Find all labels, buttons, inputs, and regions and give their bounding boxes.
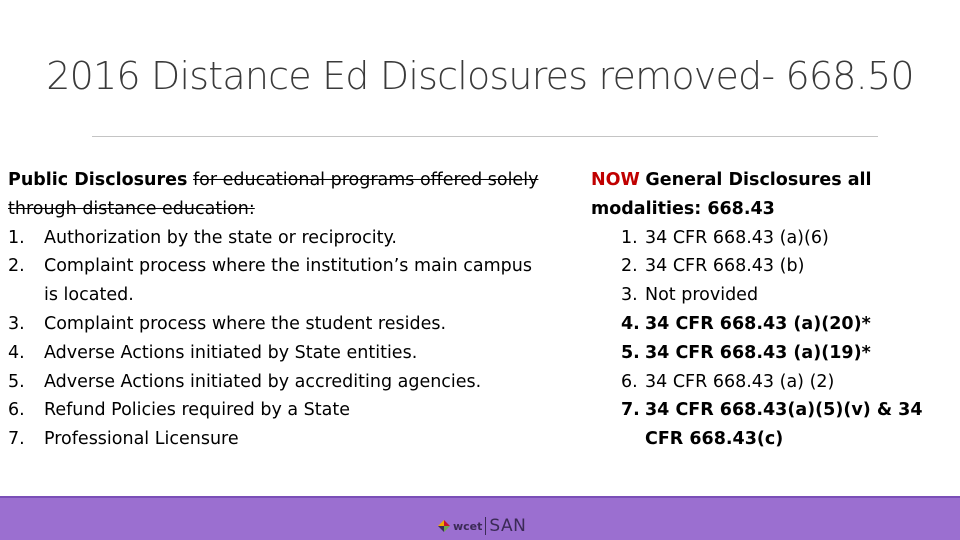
title-divider: [92, 136, 878, 137]
right-list-item-text: 34 CFR 668.43 (a)(20)*: [645, 313, 871, 334]
right-list-item-text: 34 CFR 668.43 (a) (2): [645, 371, 835, 392]
left-list-item-7: [8, 425, 583, 454]
left-list-item-number: 4.: [8, 342, 25, 363]
right-list-item-number: 4.: [621, 313, 640, 334]
right-list-item-number: 7.: [621, 400, 640, 421]
right-list-item-6: [591, 368, 936, 397]
right-list-item-text: CFR 668.43(c): [645, 429, 784, 450]
wcet-san-logo: [436, 515, 526, 537]
logo-divider: [485, 517, 486, 535]
right-heading-rest-1: General Disclosures all: [645, 170, 872, 190]
left-list-item-text: Professional Licensure: [44, 429, 239, 450]
right-list-item-number: 3.: [621, 285, 638, 306]
left-list-item-2: [8, 252, 583, 281]
right-list-item-number: [591, 425, 645, 454]
left-heading-line-2: [8, 195, 583, 224]
left-list-item-6: [8, 396, 583, 425]
logo-wcet-text: wcet: [453, 519, 483, 533]
left-list-item-text: Adverse Actions initiated by State entities.: [44, 342, 418, 363]
right-list-item-text: 34 CFR 668.43(a)(5)(v) & 34: [645, 400, 923, 421]
left-list-item-3: [8, 310, 583, 339]
right-list-item-text: 34 CFR 668.43 (a)(6): [645, 227, 829, 248]
left-list-item-number: [8, 281, 44, 310]
right-list-item-4: [591, 310, 936, 339]
right-list-item-5: [591, 339, 936, 368]
logo-san-text: SAN: [489, 516, 527, 536]
left-list-item-1: [8, 224, 583, 253]
left-list-item-number: 6.: [8, 400, 25, 421]
left-list-item-number: 3.: [8, 313, 25, 334]
left-list-item-2-cont: [8, 281, 583, 310]
right-list-item-text: 34 CFR 668.43 (a)(19)*: [645, 342, 871, 363]
right-list-item-number: 2.: [621, 256, 638, 277]
left-list-item-number: 5.: [8, 371, 25, 392]
left-list: [8, 224, 583, 454]
left-list-item-text: is located.: [44, 285, 134, 306]
right-heading-now: NOW: [591, 170, 640, 190]
slide-title: 2016 Distance Ed Disclosures removed- 668.50: [46, 54, 914, 98]
right-list-item-text: 34 CFR 668.43 (b): [645, 256, 805, 277]
right-heading-rest-2: modalities: 668.43: [591, 198, 775, 219]
left-heading-bold: Public Disclosures: [8, 170, 188, 190]
wcet-logo-icon: [436, 518, 452, 534]
left-list-item-number: 1.: [8, 227, 25, 248]
right-list-item-text: Not provided: [645, 285, 759, 306]
left-heading-struck-2: through distance education:: [8, 198, 255, 219]
left-column: [8, 166, 583, 454]
right-column: [591, 166, 936, 454]
left-list-item-text: Complaint process where the student resides.: [44, 313, 447, 334]
left-list-item-number: 7.: [8, 429, 25, 450]
left-heading-struck-1: for educational programs offered solely: [192, 170, 539, 190]
right-list-item-1: [591, 224, 936, 253]
left-list-item-text: Adverse Actions initiated by accrediting agencies.: [44, 371, 482, 392]
right-list-item-2: [591, 252, 936, 281]
right-list-item-7: [591, 396, 936, 425]
left-list-item-number: 2.: [8, 256, 25, 277]
left-list-item-text: Authorization by the state or reciprocity.: [44, 227, 397, 248]
right-list-item-3: [591, 281, 936, 310]
right-heading-line-1: [591, 166, 936, 195]
right-list: [591, 224, 936, 454]
left-list-item-4: [8, 339, 583, 368]
right-heading-line-2: [591, 195, 936, 224]
left-list-item-5: [8, 368, 583, 397]
right-list-item-number: 5.: [621, 342, 640, 363]
left-list-item-text: Refund Policies required by a State: [44, 400, 350, 421]
right-list-item-7-cont: [591, 425, 936, 454]
right-list-item-number: 1.: [621, 227, 638, 248]
left-heading-line-1: [8, 166, 583, 195]
right-list-item-number: 6.: [621, 371, 638, 392]
left-list-item-text: Complaint process where the institution’s main campus: [44, 256, 532, 277]
